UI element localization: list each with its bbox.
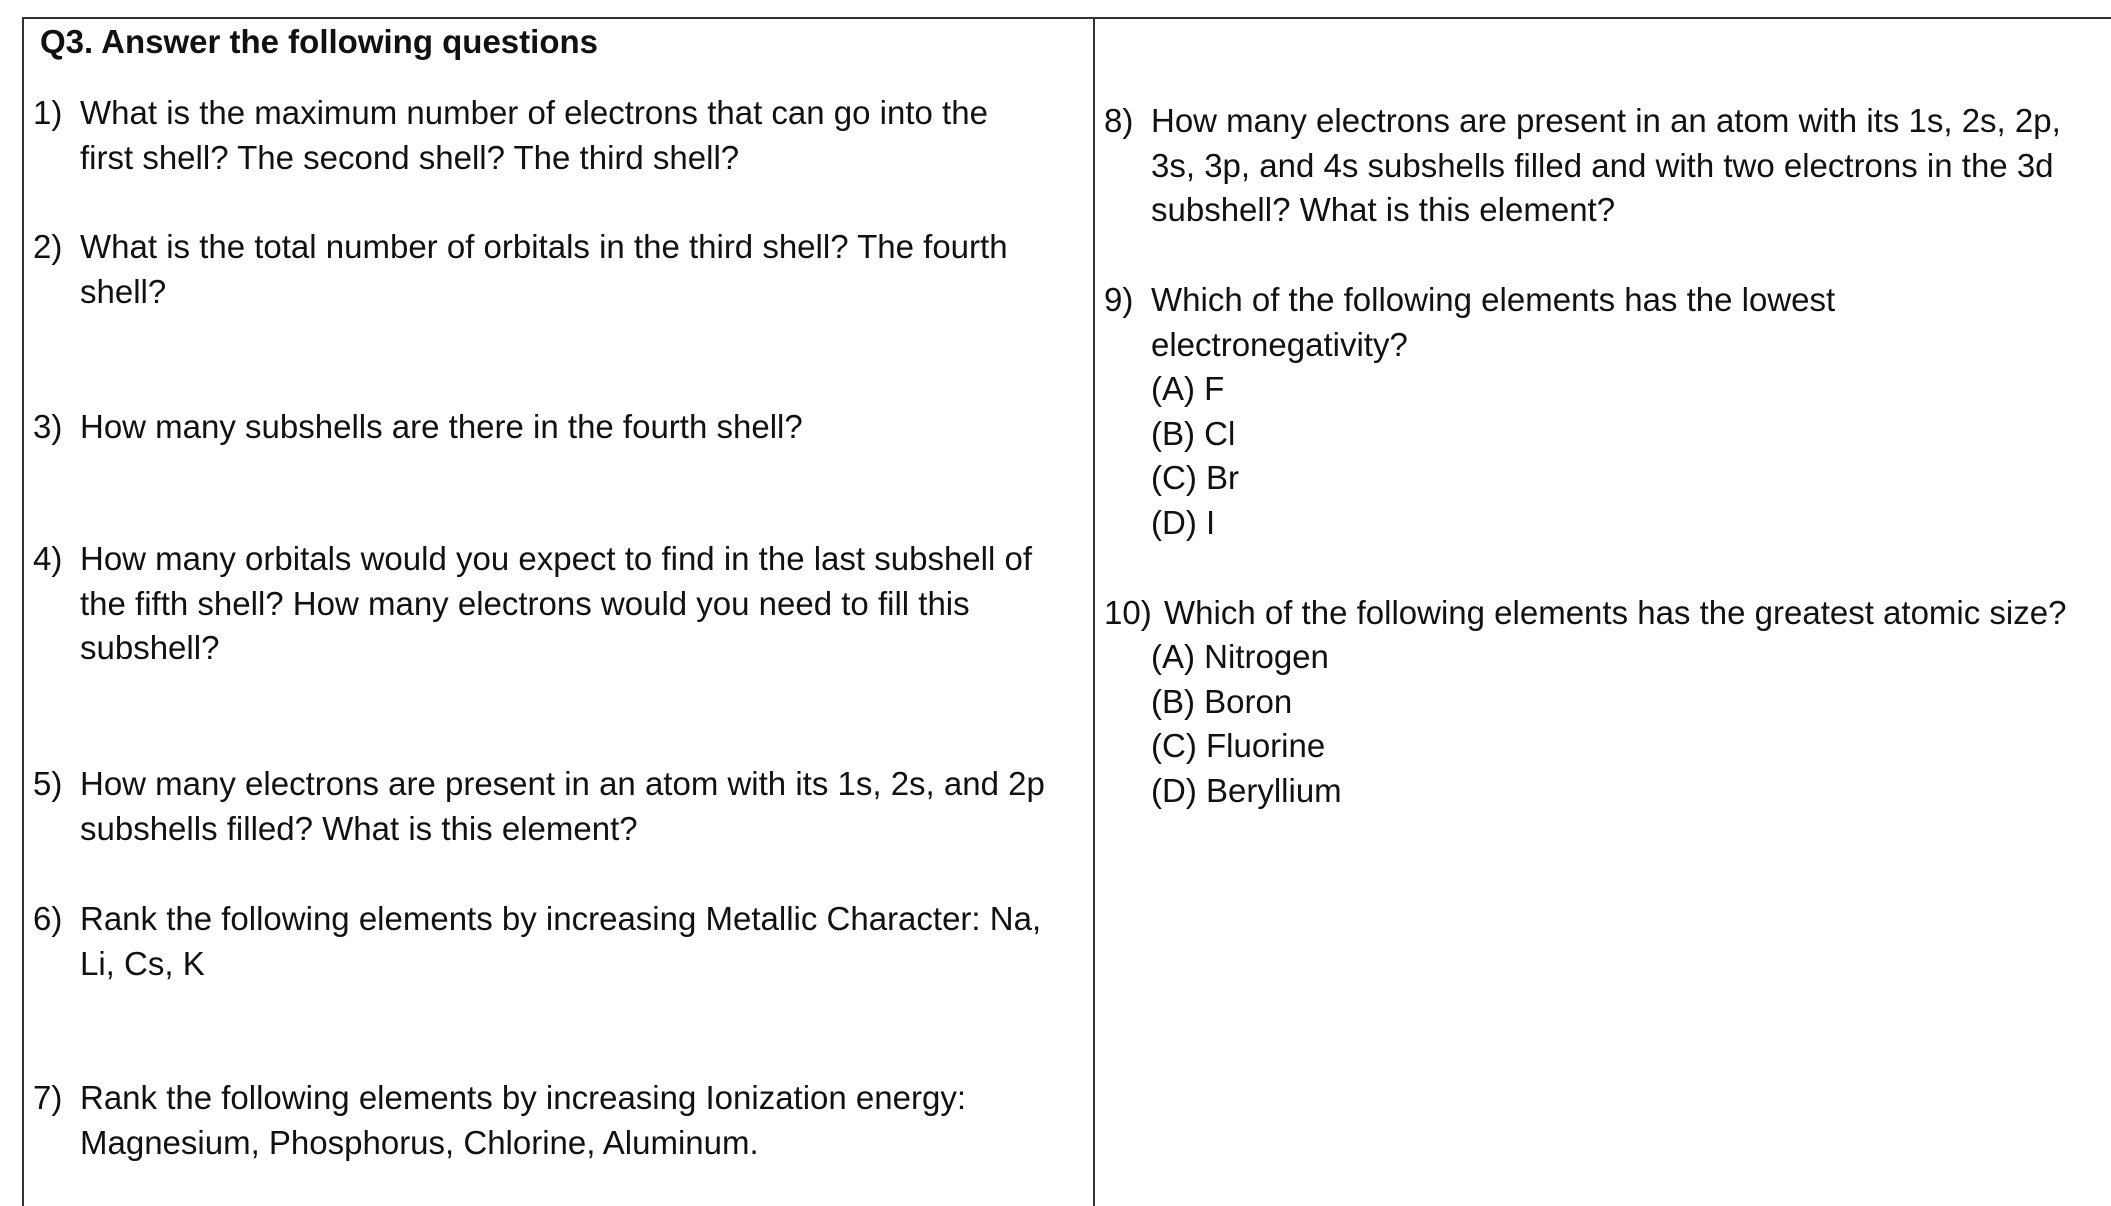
question-line: How many subshells are there in the fourth shell? <box>80 408 803 445</box>
question-line: electronegativity? <box>1151 325 1408 363</box>
question-line: What is the total number of orbitals in the third shell? The fourth <box>80 228 1008 265</box>
question-line: subshell? <box>80 629 220 666</box>
question-line: How many electrons are present in an atom with its 1s, 2s, 2p, <box>1151 102 2061 139</box>
answer-option: (B) Cl <box>1151 414 1236 452</box>
question-line: How many orbitals would you expect to find in the last subshell of <box>80 540 1033 577</box>
question-text <box>1164 591 2066 636</box>
question-text <box>80 762 1045 851</box>
question-number: 2) <box>33 228 63 265</box>
question-line: first shell? The second shell? The third shell? <box>80 138 740 176</box>
question-line: Rank the following elements by increasing Ionization energy: <box>80 1079 967 1116</box>
question-number: 3) <box>33 408 63 445</box>
question-number: 4) <box>33 540 63 577</box>
question-line: What is the maximum number of electrons that can go into the <box>80 94 988 131</box>
question-line: shell? <box>80 272 167 310</box>
question-number: 5) <box>33 765 63 802</box>
question-line: Li, Cs, K <box>80 944 205 982</box>
question-text <box>80 225 1008 314</box>
question-line: subshells filled? What is this element? <box>80 809 638 847</box>
question-text <box>1151 278 1835 367</box>
question-line: 3s, 3p, and 4s subshells filled and with two electrons in the 3d <box>1151 146 2054 184</box>
question-number: 9) <box>1104 281 1134 318</box>
answer-option: (A) F <box>1151 370 1225 407</box>
question-text <box>80 91 988 180</box>
question-line: Rank the following elements by increasing Metallic Character: Na, <box>80 900 1042 937</box>
question-text <box>80 897 1041 986</box>
question-number: 6) <box>33 900 63 937</box>
question-number: 8) <box>1104 102 1134 139</box>
question-number: 1) <box>33 94 63 131</box>
question-text <box>80 537 1032 671</box>
answer-option: (B) Boron <box>1151 682 1293 720</box>
question-number: 7) <box>33 1079 63 1116</box>
question-line: Which of the following elements has the greatest atomic size? <box>1164 594 2067 631</box>
section-heading: Q3. Answer the following questions <box>40 23 598 60</box>
answer-option: (D) Beryllium <box>1151 771 1342 809</box>
question-text <box>80 1076 966 1165</box>
answer-options <box>1151 635 1342 813</box>
question-line: the fifth shell? How many electrons would you need to fill this <box>80 584 970 622</box>
answer-option: (A) Nitrogen <box>1151 638 1329 675</box>
question-text <box>1151 99 2061 233</box>
answer-option: (C) Br <box>1151 459 1239 496</box>
answer-option: (D) I <box>1151 503 1216 541</box>
question-line: Which of the following elements has the lowest <box>1151 281 1836 318</box>
question-number: 10) <box>1104 594 1152 631</box>
column-divider <box>1093 17 1095 1206</box>
question-line: subshell? What is this element? <box>1151 191 1616 228</box>
question-line: Magnesium, Phosphorus, Chlorine, Aluminum. <box>80 1123 759 1161</box>
answer-option: (C) Fluorine <box>1151 727 1326 764</box>
question-line: How many electrons are present in an atom with its 1s, 2s, and 2p <box>80 765 1045 802</box>
answer-options <box>1151 367 1239 545</box>
question-text <box>80 405 803 450</box>
